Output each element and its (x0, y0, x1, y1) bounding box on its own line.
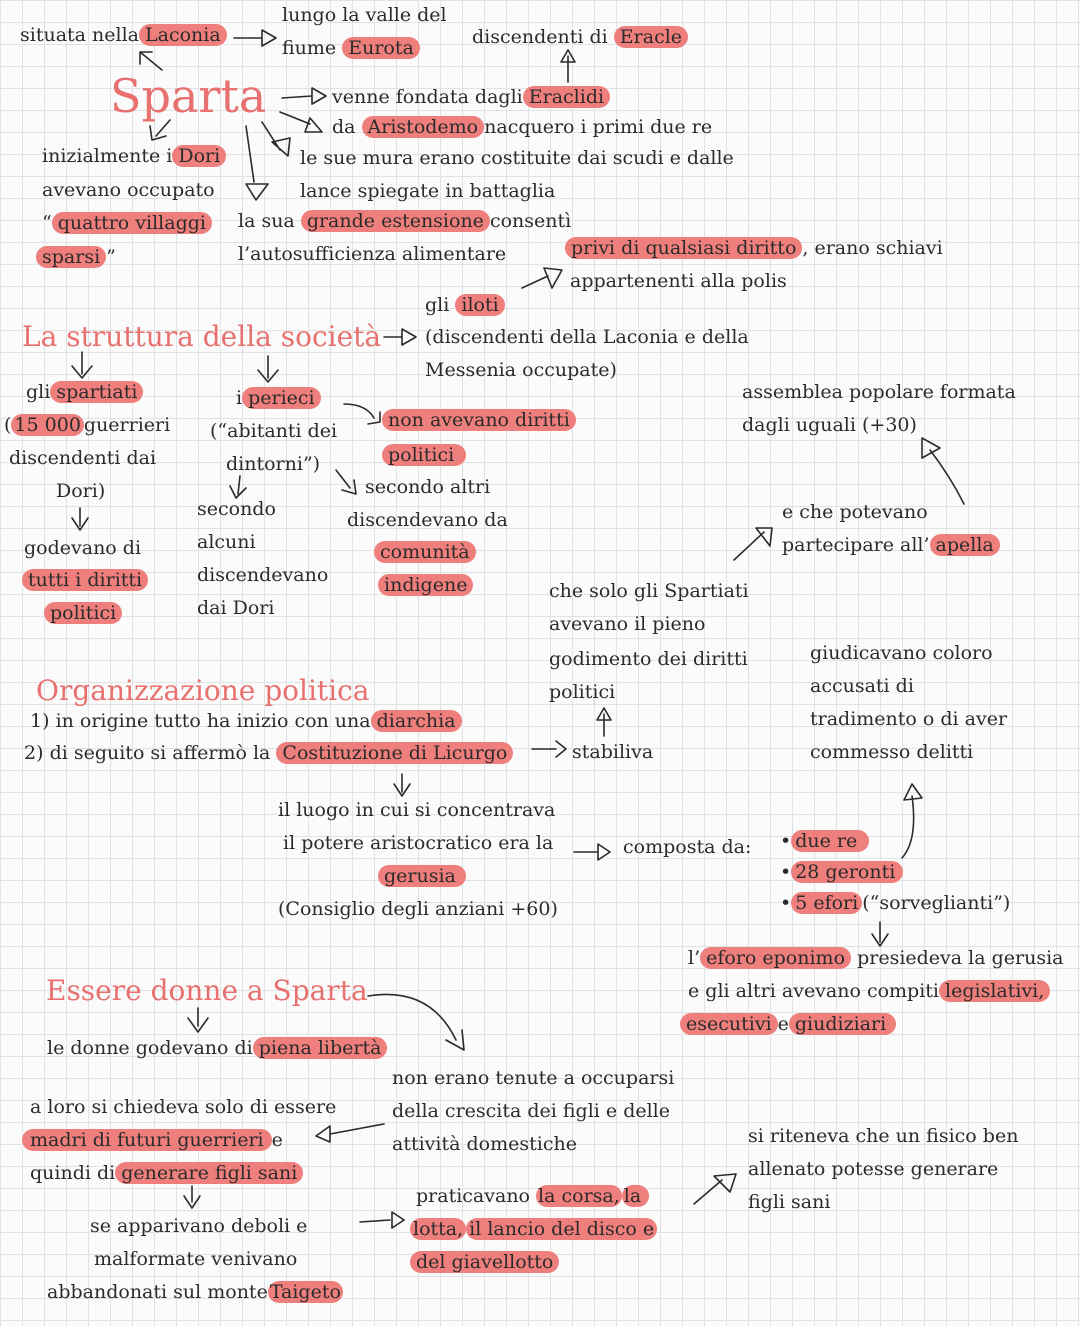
highlight-tutti-diritti: tutti i diritti (22, 569, 148, 591)
stabiliva-line: stabiliva (572, 741, 654, 763)
dori-paren-line: Dori) (56, 480, 106, 502)
highlight-politici: politici (44, 602, 122, 624)
non-erano-line-2: della crescita dei figli e delle (392, 1100, 671, 1122)
highlight-costituzione-licurgo: Costituzione di Licurgo (276, 742, 513, 764)
valle-line-1: lungo la valle del (282, 4, 447, 26)
consiglio-line: (Consiglio degli anziani +60) (278, 898, 558, 920)
deboli-line-2: malformate venivano (94, 1248, 298, 1270)
iloti-desc-1: (discendenti della Laconia e della (425, 326, 749, 348)
highlight-15000: 15 000 (11, 414, 83, 436)
compiti-line: e gli altri avevano compiti legislativi, (688, 979, 1050, 1003)
highlight-politici-2: politici (382, 444, 466, 466)
title-struttura-societa: La struttura della società (22, 320, 382, 353)
highlight-eracle: Eracle (614, 26, 688, 48)
chiedeva-line: a loro si chiedeva solo di essere (30, 1096, 337, 1118)
iloti-desc-2: Messenia occupate) (425, 359, 617, 381)
mura-line-2: lance spiegate in battaglia (300, 180, 556, 202)
arrow-icon (140, 52, 162, 70)
fisico-line-2: allenato potesse generare (748, 1158, 999, 1180)
highlight-dori: Dori (172, 145, 226, 167)
gerusia-line (378, 864, 466, 888)
arrow-icon (872, 922, 888, 946)
iniz-line-1: inizialmente i Dori (42, 144, 226, 168)
privi-line: privi di qualsiasi diritto , erano schiavi (565, 236, 943, 260)
valle-line-2: fiume Eurota (282, 36, 420, 60)
secondo-line: secondo (197, 498, 276, 520)
membro-geronti: • 28 geronti (780, 860, 903, 884)
godevano-line: godevano di (24, 537, 142, 559)
highlight-esecutivi: esecutivi (680, 1013, 778, 1035)
situata-line: situata nella Laconia (20, 23, 227, 47)
deboli-line-1: se apparivano deboli e (90, 1215, 308, 1237)
highlight-grande-estensione: grande estensione (301, 210, 490, 232)
highlight-giudiziari: giudiziari (789, 1013, 896, 1035)
arrow-icon (72, 352, 92, 378)
solo-line-3: godimento dei diritti (549, 648, 748, 670)
iniz-line-4: sparsi ” (36, 245, 116, 269)
highlight-generare: generare figli sani (115, 1162, 303, 1184)
highlight-spartiati: spartiati (50, 381, 143, 403)
arrow-icon (532, 741, 566, 757)
praticavano-line: praticavano la corsa, la (416, 1184, 649, 1208)
giudicavano-line-3: tradimento o di aver (810, 708, 1008, 730)
highlight-eforo-eponimo: eforo eponimo (700, 947, 851, 969)
perieci-line: i perieci (236, 386, 321, 410)
discendevano-line: discendevano (197, 564, 329, 586)
potevano-line: e che potevano (782, 501, 928, 523)
generare-line: quindi di generare figli sani (30, 1161, 303, 1185)
highlight-taigeto: Taigeto (269, 1281, 341, 1303)
abitanti-line-1: (“abitanti dei (210, 420, 338, 442)
aristodemo-line: da Aristodemo nacquero i primi due re (332, 116, 713, 138)
discendevano-da-line: discendevano da (347, 509, 508, 531)
highlight-privi: privi di qualsiasi diritto (565, 237, 802, 259)
highlight-efori: 5 efori (791, 892, 862, 914)
luogo-line-1: il luogo in cui si concentrava (278, 799, 556, 821)
spartiati-line: gli spartiati (26, 380, 143, 404)
partecipare-line: partecipare all’ apella (782, 533, 1000, 557)
arrow-icon (344, 404, 380, 424)
arrow-icon (246, 126, 268, 200)
title-organizzazione-politica: Organizzazione politica (36, 674, 370, 707)
guerrieri-line: ( 15 000 guerrieri (4, 414, 171, 436)
highlight-aristodemo: Aristodemo (362, 116, 485, 138)
arrow-icon (72, 508, 88, 530)
eforo-line: l’ eforo eponimo presiedeva la gerusia (688, 947, 1064, 969)
fisico-line-1: si riteneva che un fisico ben (748, 1125, 1019, 1147)
giudicavano-line-4: commesso delitti (810, 741, 974, 763)
arrow-icon (597, 708, 611, 736)
composta-line: composta da: (623, 836, 752, 858)
non-avevano-line (382, 408, 576, 432)
abitanti-line-2: dintorni”) (226, 453, 321, 475)
arrow-icon (230, 476, 246, 498)
highlight-geronti: 28 geronti (791, 861, 903, 883)
highlight-corsa: la corsa, (538, 1185, 620, 1207)
arrow-icon (234, 30, 276, 46)
arrow-icon (384, 329, 416, 345)
highlight-comunita: comunità (374, 541, 476, 563)
arrow-icon (734, 528, 772, 560)
iloti-line: gli iloti (425, 293, 505, 317)
highlight-la: la (622, 1185, 649, 1207)
highlight-eurota: Eurota (342, 37, 420, 59)
deboli-line-3: abbandonati sul monte Taigeto (47, 1281, 341, 1303)
highlight-legislativi: legislativi, (939, 980, 1050, 1002)
org-line-2: 2) di seguito si affermò la Costituzione di Licurgo (24, 741, 513, 765)
highlight-apella: apella (930, 534, 1000, 556)
comunita-line (374, 540, 476, 564)
arrow-icon (150, 120, 170, 140)
iniz-line-3: “ quattro villaggi (42, 211, 212, 235)
appartenenti-line: appartenenti alla polis (570, 270, 787, 292)
madri-line: madri di futuri guerrieri e (22, 1128, 283, 1152)
highlight-lotta: lotta, (410, 1218, 466, 1240)
highlight-sparsi: sparsi (36, 246, 106, 268)
mura-line-1: le sue mura erano costituite dai scudi e dalle (300, 147, 734, 169)
assemblea-line-2: dagli uguali (+30) (742, 414, 917, 436)
highlight-laconia: Laconia (139, 24, 227, 46)
iniz-line-2: avevano occupato (42, 179, 215, 201)
arrow-icon (258, 356, 278, 382)
highlight-giavellotto: del giavellotto (410, 1251, 559, 1273)
arrow-icon (280, 112, 322, 132)
fondata-line: venne fondata dagli Eraclidi (332, 85, 610, 109)
indigene-line (378, 573, 473, 597)
fisico-line-3: figli sani (748, 1191, 831, 1213)
giavellotto-line (410, 1250, 559, 1274)
arrow-icon (902, 784, 922, 858)
arrow-icon (694, 1174, 736, 1204)
politici-2-line (382, 443, 466, 467)
solo-line-4: politici (549, 681, 616, 703)
highlight-diarchia: diarchia (371, 710, 462, 732)
estensione-line: la sua grande estensione consentì (238, 210, 572, 232)
dai-dori-line: dai Dori (197, 597, 275, 619)
assemblea-line-1: assemblea popolare formata (742, 381, 1016, 403)
solo-line-2: avevano il pieno (549, 613, 706, 635)
tutti-diritti-line (22, 568, 148, 592)
highlight-non-avevano: non avevano diritti (382, 409, 576, 431)
highlight-indigene: indigene (378, 574, 473, 596)
highlight-gerusia: gerusia (378, 865, 466, 887)
lotta-line (410, 1217, 657, 1241)
highlight-due-re: due re (791, 830, 869, 852)
secondo-altri-line: secondo altri (365, 476, 491, 498)
piena-liberta-line: le donne godevano di piena libertà (47, 1036, 387, 1060)
highlight-iloti: iloti (455, 294, 504, 316)
arrow-icon (316, 1124, 384, 1142)
arrow-icon (188, 1008, 208, 1032)
giudicavano-line-1: giudicavano coloro (810, 642, 993, 664)
arrow-icon (561, 50, 575, 82)
highlight-eraclidi: Eraclidi (523, 86, 610, 108)
arrow-icon (336, 470, 356, 494)
autosufficienza-line: l’autosufficienza alimentare (238, 243, 507, 265)
arrow-icon (922, 438, 964, 504)
arrow-icon (184, 1186, 200, 1208)
highlight-perieci: perieci (242, 387, 321, 409)
esecutivi-line: esecutivi e giudiziari (680, 1012, 896, 1036)
discendenti-line: discendenti di Eracle (472, 25, 688, 49)
title-sparta: Sparta (110, 69, 267, 123)
non-erano-line-1: non erano tenute a occuparsi (392, 1067, 675, 1089)
solo-line-1: che solo gli Spartiati (549, 580, 749, 602)
membro-due-re: • due re (780, 829, 869, 853)
highlight-madri: madri di futuri guerrieri (22, 1129, 272, 1151)
org-line-1: 1) in origine tutto ha inizio con una diarchia (30, 709, 462, 733)
non-erano-line-3: attività domestiche (392, 1133, 577, 1155)
membro-efori: • 5 efori (“sorveglianti”) (780, 892, 1011, 914)
title-essere-donne: Essere donne a Sparta (46, 974, 368, 1007)
giudicavano-line-2: accusati di (810, 675, 914, 697)
arrow-icon (262, 122, 290, 156)
highlight-quattro-villaggi: quattro villaggi (52, 212, 212, 234)
luogo-line-2: il potere aristocratico era la (283, 832, 554, 854)
disc-dai-line: discendenti dai (9, 447, 157, 469)
arrow-icon (522, 268, 562, 288)
arrow-icon (360, 1212, 404, 1228)
arrow-icon (574, 844, 610, 860)
highlight-lancio: il lancio del disco e (466, 1218, 657, 1240)
arrow-icon (394, 774, 410, 796)
arrow-icon (282, 88, 326, 104)
alcuni-line: alcuni (197, 531, 256, 553)
politici-line (44, 601, 122, 625)
highlight-piena-liberta: piena libertà (253, 1037, 388, 1059)
